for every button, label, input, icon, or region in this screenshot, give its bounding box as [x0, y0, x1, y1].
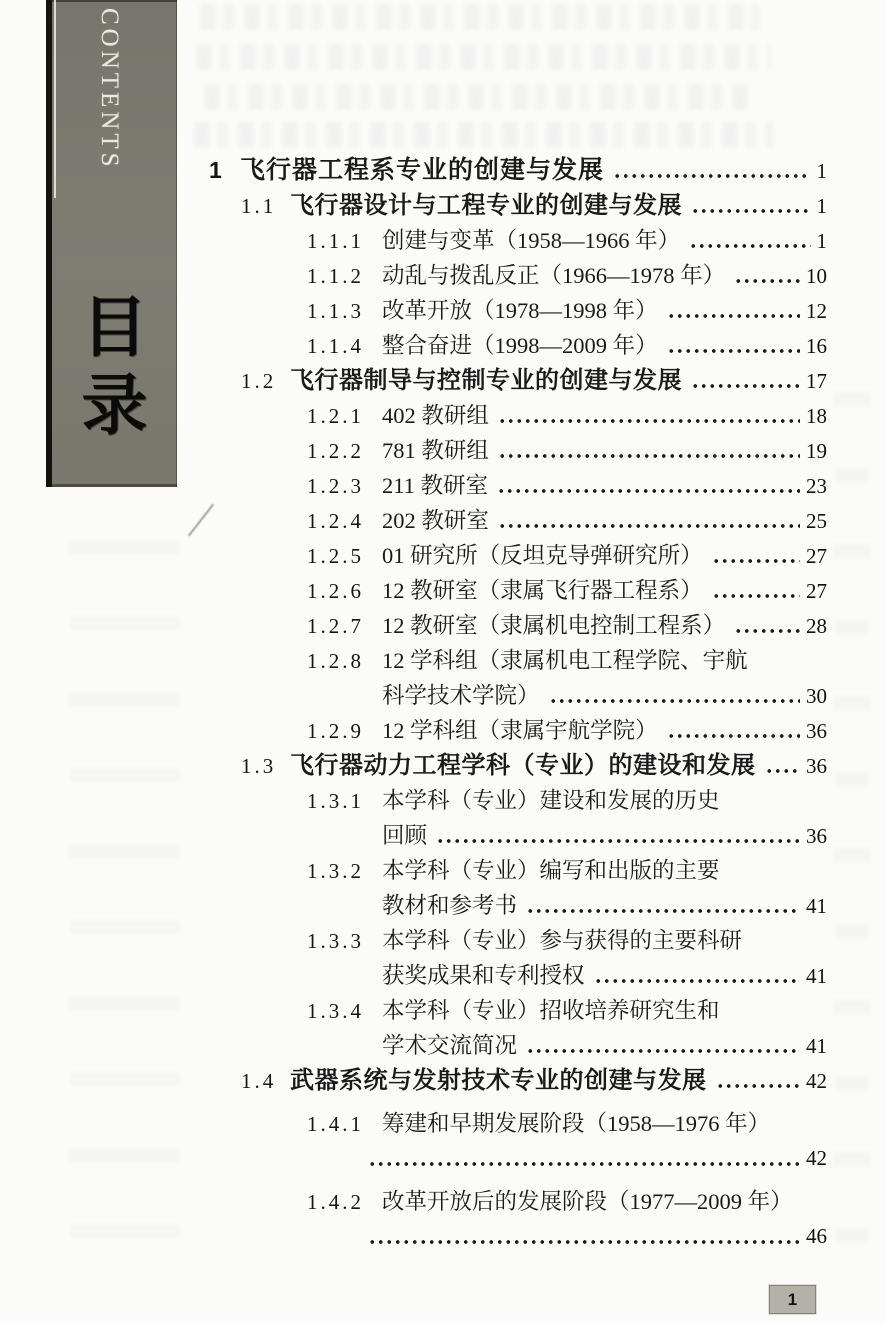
bleedthrough-artifact: [194, 122, 774, 148]
entry-title: 教材和参考书: [382, 893, 518, 918]
entry-number: 1.1.1: [307, 229, 364, 253]
page-ref: 10: [806, 264, 827, 288]
entry-number: 1.1.3: [307, 299, 364, 323]
toc-entry: [205, 188, 827, 223]
toc-entry-line: [307, 1141, 827, 1176]
page-ref: 16: [806, 334, 827, 358]
dot-leader: [765, 748, 801, 783]
bleedthrough-artifact: [200, 4, 760, 30]
entry-title: 武器系统与发射技术专业的创建与发展: [290, 1067, 707, 1094]
dot-leader: [667, 328, 800, 363]
entry-number: 1.3.3: [307, 929, 364, 953]
page-ref: 36: [806, 824, 827, 848]
entry-number: 1.3.1: [307, 789, 364, 813]
toc-entry-line: [307, 538, 827, 573]
toc-entry: [205, 643, 827, 713]
page-ref: 23: [806, 474, 827, 498]
banner-white-rule: [54, 0, 56, 198]
footer-page-number: 1: [787, 1289, 798, 1309]
dot-leader: [594, 958, 800, 993]
dot-leader: [526, 888, 800, 923]
toc-title-char: 录: [81, 368, 148, 442]
entry-number: 1.1.4: [307, 334, 364, 358]
page-ref: 36: [806, 754, 827, 778]
dot-leader: [716, 1063, 801, 1098]
page-ref: 28: [806, 614, 827, 638]
toc-entry: [205, 748, 827, 783]
toc-entry-line: [307, 573, 827, 608]
toc-entry-line: [307, 713, 827, 748]
entry-title: 改革开放（1978—1998 年）: [382, 298, 658, 323]
dot-leader: [712, 538, 800, 573]
contents-banner: [46, 0, 177, 487]
toc-entry: [205, 258, 827, 293]
dot-leader: [549, 678, 800, 713]
toc-entry: [205, 573, 827, 608]
page-ref: 12: [806, 299, 827, 323]
toc-banner-title: [52, 288, 177, 444]
page-ref: 42: [806, 1146, 827, 1170]
contents-vertical-label: CONTENTS: [96, 8, 123, 171]
entry-title: 211 教研室: [382, 473, 489, 498]
toc-entry-line: [307, 1106, 827, 1141]
toc-entry: [205, 433, 827, 468]
page-ref: 41: [806, 1034, 827, 1058]
toc-entry-line: [307, 678, 827, 713]
dot-leader: [691, 363, 800, 398]
toc-entry: [205, 1063, 827, 1098]
entry-title: 12 教研室（隶属机电控制工程系）: [382, 613, 726, 638]
dot-leader: [436, 818, 800, 853]
dot-leader: [667, 293, 800, 328]
bleedthrough-artifact: [196, 44, 771, 70]
dot-leader: [667, 713, 800, 748]
entry-number: 1.3.2: [307, 859, 364, 883]
entry-number: 1.4.1: [307, 1112, 364, 1136]
entry-title: 动乱与拨乱反正（1966—1978 年）: [382, 263, 726, 288]
page-ref: 1: [816, 159, 827, 183]
dot-leader: [526, 1028, 800, 1063]
entry-number: 1.2.9: [307, 719, 364, 743]
entry-title: 01 研究所（反坦克导弹研究所）: [382, 543, 703, 568]
entry-title: 本学科（专业）参与获得的主要科研: [382, 928, 743, 953]
entry-number: 1.2.6: [307, 579, 364, 603]
entry-title: 改革开放后的发展阶段（1977—2009 年）: [382, 1189, 793, 1214]
toc-entry-line: [307, 433, 827, 468]
entry-number: 1.2.2: [307, 439, 364, 463]
entry-title: 202 教研室: [382, 508, 489, 533]
entry-number: 1.2.3: [307, 474, 364, 498]
toc-entry: [205, 608, 827, 643]
page-ref: 30: [806, 684, 827, 708]
entry-number: 1.2.4: [307, 509, 364, 533]
toc-entry-line: [307, 503, 827, 538]
toc-entry-line: [307, 643, 827, 678]
toc-entry: [205, 223, 827, 258]
entry-number: 1.4: [241, 1069, 277, 1093]
toc-entry: [205, 293, 827, 328]
entry-number: 1.1.2: [307, 264, 364, 288]
page-ref: 1: [816, 194, 827, 218]
entry-title: 飞行器动力工程学科（专业）的建设和发展: [290, 752, 756, 779]
page-ref: 46: [806, 1224, 827, 1248]
toc-entry-line: [307, 783, 827, 818]
toc-entry: [205, 993, 827, 1063]
toc-entry: [205, 538, 827, 573]
bleedthrough-artifact: [70, 540, 180, 1280]
dot-leader: [368, 1141, 800, 1176]
dot-leader: [691, 188, 811, 223]
entry-number: 1.3: [241, 754, 277, 778]
page-ref: 18: [806, 404, 827, 428]
page-ref: 19: [806, 439, 827, 463]
dot-leader: [498, 398, 800, 433]
toc-entry-line: [307, 993, 827, 1028]
entry-title: 整合奋进（1998—2009 年）: [382, 333, 658, 358]
page-ref: 27: [806, 544, 827, 568]
toc-entry: [205, 783, 827, 853]
toc-entry-line: [307, 398, 827, 433]
toc-entry-line: [307, 888, 827, 923]
entry-number: 1.2.1: [307, 404, 364, 428]
entry-number: 1.2.7: [307, 614, 364, 638]
entry-title: 12 学科组（隶属机电工程学院、宇航: [382, 648, 748, 673]
toc-entry-line: [307, 608, 827, 643]
toc-entry-line: [307, 258, 827, 293]
toc-entry: [205, 1106, 827, 1176]
entry-number: 1.2: [241, 369, 277, 393]
entry-title: 本学科（专业）建设和发展的历史: [382, 788, 720, 813]
toc-entry-line: [307, 328, 827, 363]
toc-entry-line: [241, 1063, 827, 1098]
entry-title: 科学技术学院）: [382, 683, 540, 708]
entry-title: 12 学科组（隶属宇航学院）: [382, 718, 658, 743]
toc-entry: [205, 363, 827, 398]
entry-number: 1.2.5: [307, 544, 364, 568]
toc-entry-line: [307, 293, 827, 328]
entry-title: 本学科（专业）招收培养研究生和: [382, 998, 720, 1023]
entry-number: 1.2.8: [307, 649, 364, 673]
entry-title: 12 教研室（隶属飞行器工程系）: [382, 578, 703, 603]
toc-entry: [205, 923, 827, 993]
toc-entry-line: [241, 748, 827, 783]
toc-entry: [205, 853, 827, 923]
dot-leader: [712, 573, 800, 608]
page-ref: 41: [806, 964, 827, 988]
toc-title-char: 目: [81, 290, 148, 364]
toc-entry: [205, 1184, 827, 1254]
entry-number: 1: [209, 157, 222, 183]
dot-leader: [613, 153, 810, 188]
dot-leader: [734, 258, 800, 293]
dot-leader: [498, 433, 800, 468]
dot-leader: [734, 608, 800, 643]
entry-title: 781 教研组: [382, 438, 489, 463]
toc-entry: [205, 468, 827, 503]
entry-title: 飞行器工程系专业的创建与发展: [240, 156, 605, 184]
dot-leader: [689, 223, 810, 258]
page-ref: 27: [806, 579, 827, 603]
entry-number: 1.1: [241, 194, 277, 218]
entry-title: 获奖成果和专利授权: [382, 963, 585, 988]
toc-entry: [205, 713, 827, 748]
dot-leader: [498, 503, 800, 538]
toc-entry-line: [307, 818, 827, 853]
toc-entry-line: [307, 1184, 827, 1219]
page-ref: 17: [806, 369, 827, 393]
toc-entry-line: [307, 853, 827, 888]
entry-title: 创建与变革（1958—1966 年）: [382, 228, 681, 253]
toc-entry: [205, 503, 827, 538]
toc-list: [205, 153, 827, 1254]
bleedthrough-artifact: [204, 84, 754, 110]
toc-entry: [205, 398, 827, 433]
bleedthrough-artifact: [834, 392, 870, 1252]
toc-entry-line: [307, 1219, 827, 1254]
toc-entry-line: [307, 1028, 827, 1063]
toc-entry: [205, 153, 827, 188]
entry-number: 1.4.2: [307, 1190, 364, 1214]
entry-title: 402 教研组: [382, 403, 489, 428]
entry-title: 本学科（专业）编写和出版的主要: [382, 858, 720, 883]
dot-leader: [497, 468, 800, 503]
entry-title: 回顾: [382, 823, 428, 848]
toc-entry-line: [241, 363, 827, 398]
entry-title: 学术交流简况: [382, 1033, 518, 1058]
toc-entry-line: [307, 958, 827, 993]
toc-entry-line: [307, 923, 827, 958]
entry-title: 飞行器制导与控制专业的创建与发展: [290, 367, 682, 394]
toc-entry-line: [209, 153, 827, 188]
toc-entry-line: [241, 188, 827, 223]
page-ref: 41: [806, 894, 827, 918]
toc-entry-line: [307, 223, 827, 258]
page-ref: 25: [806, 509, 827, 533]
page-ref: 42: [806, 1069, 827, 1093]
entry-title: 筹建和早期发展阶段（1958—1976 年）: [382, 1111, 771, 1136]
toc-entry: [205, 328, 827, 363]
toc-entry-line: [307, 468, 827, 503]
page-ref: 1: [816, 229, 827, 253]
entry-title: 飞行器设计与工程专业的创建与发展: [290, 192, 682, 219]
footer-page-number-box: [769, 1285, 816, 1314]
page-ref: 36: [806, 719, 827, 743]
entry-number: 1.3.4: [307, 999, 364, 1023]
dot-leader: [368, 1219, 800, 1254]
